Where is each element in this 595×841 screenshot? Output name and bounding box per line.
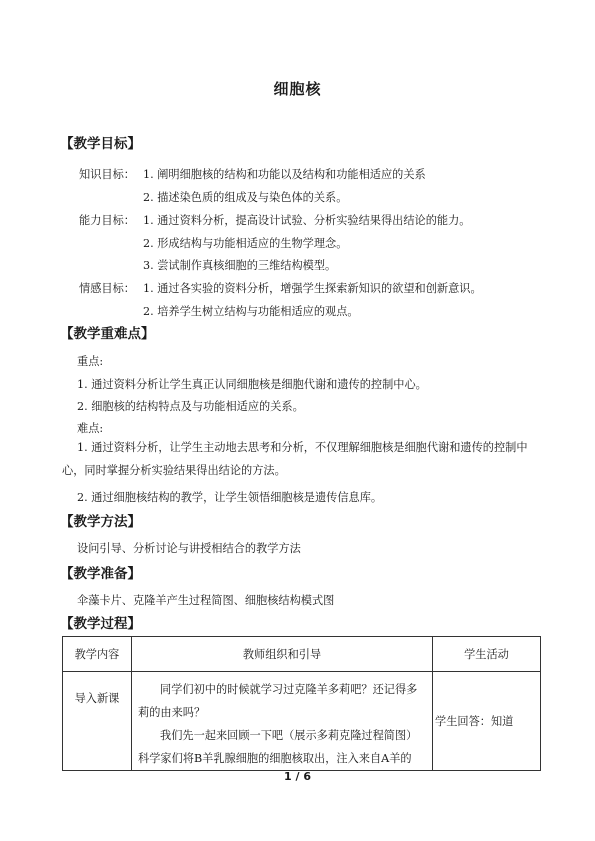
difficulty-item-2: 2. 通过细胞核结构的教学，让学生领悟细胞核是遗传信息库。 (77, 491, 383, 504)
section-heading-objectives: 【教学目标】 (60, 136, 141, 152)
row-teacher (132, 672, 433, 771)
ability-objective-label: 能力目标： (79, 214, 135, 227)
teacher-paragraph-1: 同学们初中的时候就学习过克隆羊多莉吧？还记得多莉的由来吗？ (138, 683, 418, 719)
ability-objective-2: 2. 形成结构与功能相适应的生物学理念。 (143, 237, 348, 250)
header-student: 学生活动 (433, 637, 541, 672)
page-title: 细胞核 (273, 80, 322, 98)
focus-item-2: 2. 细胞核的结构特点及与功能相适应的关系。 (77, 400, 304, 413)
teacher-paragraph-2: 我们先一起来回顾一下吧（展示多莉克隆过程简图） (160, 729, 418, 742)
emotion-objective-label: 情感目标： (79, 282, 135, 295)
process-table (62, 636, 541, 771)
preparation-text: 伞藻卡片、克隆羊产生过程简图、细胞核结构模式图 (77, 594, 335, 607)
knowledge-objective-2: 2. 描述染色质的组成及与染色体的关系。 (143, 191, 348, 204)
page-number: 1 / 6 (284, 770, 311, 783)
section-heading-process: 【教学过程】 (60, 616, 141, 632)
knowledge-objective-1: 1. 阐明细胞核的结构和功能以及结构和功能相适应的关系 (143, 168, 426, 181)
row-student: 学生回答：知道 (433, 672, 541, 771)
table-header-row (63, 637, 541, 672)
section-heading-key-points: 【教学重难点】 (60, 326, 155, 342)
ability-objective-1: 1. 通过资料分析，提高设计试验、分析实验结果得出结论的能力。 (143, 214, 471, 227)
emotion-objective-1: 1. 通过各实验的资料分析，增强学生探索新知识的欲望和创新意识。 (143, 282, 482, 295)
section-heading-preparation: 【教学准备】 (60, 566, 141, 582)
methods-text: 设问引导、分析讨论与讲授相结合的教学方法 (77, 542, 301, 555)
table-row (63, 672, 541, 771)
section-heading-methods: 【教学方法】 (60, 514, 141, 530)
difficulty-label: 难点: (77, 422, 104, 435)
focus-label: 重点: (77, 355, 104, 368)
emotion-objective-2: 2. 培养学生树立结构与功能相适应的观点。 (143, 305, 359, 318)
teacher-text (132, 672, 432, 770)
knowledge-objective-label: 知识目标： (79, 168, 135, 181)
focus-item-1: 1. 通过资料分析让学生真正认同细胞核是细胞代谢和遗传的控制中心。 (77, 378, 427, 391)
difficulty-item-1: 1. 通过资料分析，让学生主动地去思考和分析，不仅理解细胞核是细胞代谢和遗传的控制中心，同时掌握分析实验结果得出结论的方法。 (62, 441, 528, 477)
header-content: 教学内容 (63, 637, 132, 672)
ability-objective-3: 3. 尝试制作真核细胞的三维结构模型。 (143, 259, 337, 272)
row-content: 导入新课 (63, 672, 132, 771)
teacher-paragraph-3: 科学家们将B羊乳腺细胞的细胞核取出，注入来自A羊的 (138, 752, 412, 765)
header-teacher: 教师组织和引导 (132, 637, 433, 672)
